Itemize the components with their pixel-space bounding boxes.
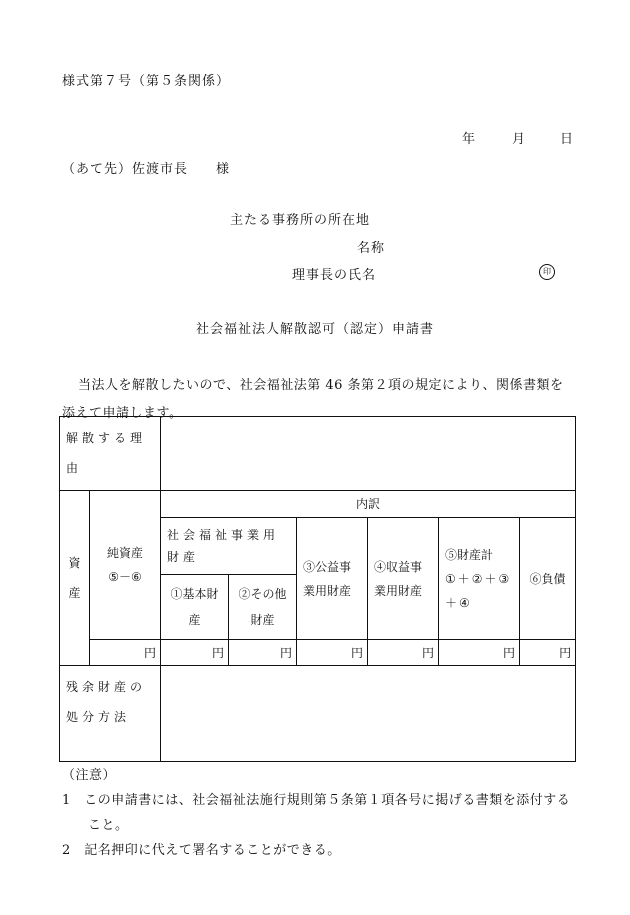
seal-mark: 印 (539, 264, 555, 280)
breakdown-label: 内訳 (161, 491, 576, 518)
notes-heading: （注意） (62, 768, 117, 783)
date-day: 日 (560, 132, 574, 147)
addressee: （あて先）佐渡市長 様 (62, 162, 231, 177)
date-year: 年 (462, 132, 476, 147)
corporation-name-label: 名称 (357, 241, 386, 256)
total-assets-cell (439, 518, 520, 640)
welfare-assets-label: 社会福祉事業用財産 (161, 518, 297, 575)
reason-label: 解散する理由 (60, 417, 161, 491)
public-assets-yen[interactable]: 円 (297, 640, 368, 666)
reason-field[interactable] (161, 417, 576, 491)
assets-label-text: 資産 (68, 556, 81, 600)
net-assets-cell (90, 491, 161, 640)
profit-assets-yen[interactable]: 円 (368, 640, 439, 666)
profit-assets-label: ④収益事業用財産 (368, 518, 439, 640)
chairman-name-label: 理事長の氏名 (292, 268, 377, 283)
liabilities-label: ⑥負債 (520, 518, 576, 640)
form-number: 様式第７号（第５条関係） (62, 74, 231, 89)
basic-assets-yen[interactable]: 円 (161, 640, 229, 666)
total-assets-yen[interactable]: 円 (439, 640, 520, 666)
application-table (59, 416, 576, 762)
document-title: 社会福祉法人解散認可（認定）申請書 (195, 322, 434, 337)
liabilities-yen[interactable]: 円 (520, 640, 576, 666)
total-assets-formula: ①＋②＋③＋④ (445, 571, 512, 610)
other-assets-yen[interactable]: 円 (229, 640, 297, 666)
total-assets-label: ⑤財産計 (445, 547, 494, 562)
assets-label (60, 491, 90, 666)
net-assets-label: 純資産 (107, 546, 144, 560)
office-address-label: 主たる事務所の所在地 (230, 213, 371, 228)
public-assets-label: ③公益事業用財産 (297, 518, 368, 640)
notes (62, 763, 576, 863)
note-item-1: 1 この申請書には、社会福祉法施行規則第５条第１項各号に掲げる書類を添付すること。 (62, 793, 571, 833)
statement-text: 当法人を解散したいので、社会福祉法第 46 条第２項の規定により、関係書類を添えて申請します。 (62, 378, 564, 421)
basic-assets-label: ①基本財産 (161, 575, 229, 640)
net-assets-formula: ⑤－⑥ (108, 570, 142, 584)
note-item-2: 2 記名押印に代えて署名することができる。 (62, 843, 341, 858)
residual-label: 残余財産の処分方法 (60, 666, 161, 762)
residual-field[interactable] (161, 666, 576, 762)
other-assets-label: ②その他財産 (229, 575, 297, 640)
date-month: 月 (512, 132, 526, 147)
net-assets-yen[interactable]: 円 (90, 640, 161, 666)
